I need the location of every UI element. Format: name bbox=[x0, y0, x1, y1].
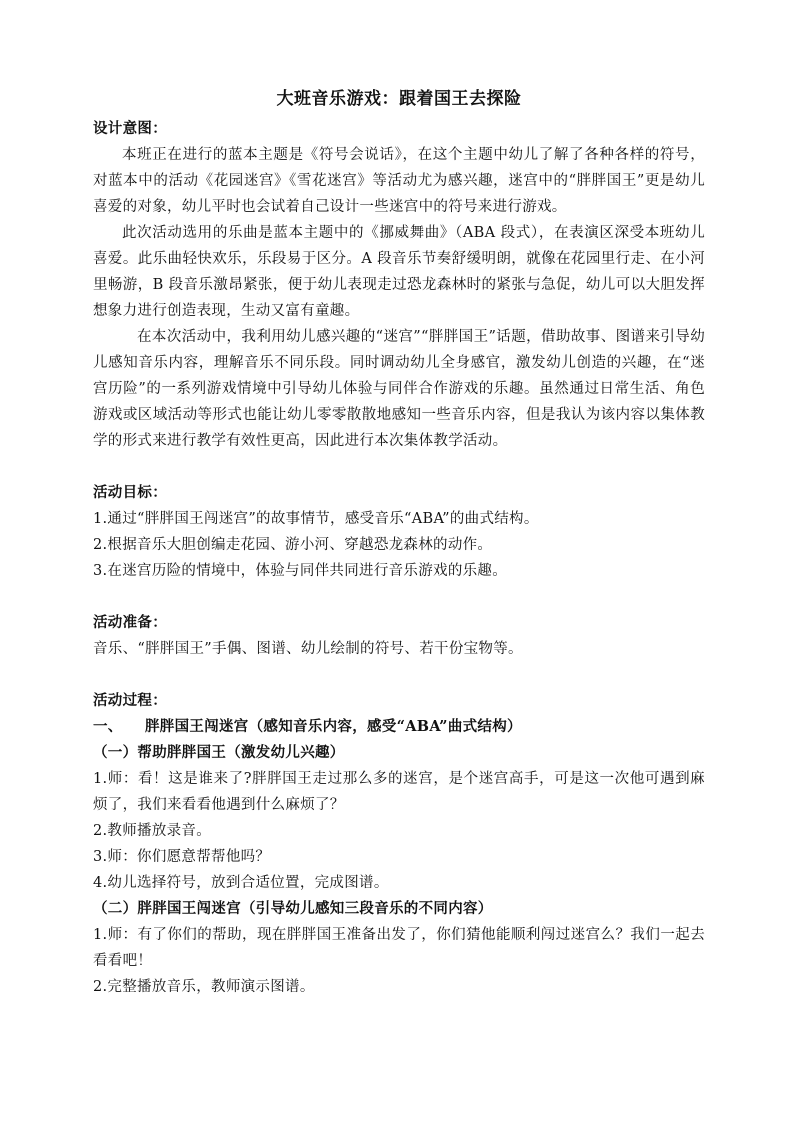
section-1-heading bbox=[93, 714, 705, 740]
spacer bbox=[93, 662, 705, 688]
goals-heading: 活动目标： bbox=[93, 484, 167, 501]
part-1-item-2: 2.教师播放录音。 bbox=[93, 823, 212, 839]
design-intent-paragraph-2: 此次活动选用的乐曲是蓝本主题中的《挪威舞曲》（ABA 段式），在表演区深受本班幼儿喜爱。此乐曲轻快欢乐，乐段易于区分。A 段音乐节奏舒缓明朗，就像在花园里行走、在小河里畅游，B 段音乐激昂紧张，便于幼儿表现走过恐龙森林时的紧张与急促，幼儿可以大胆发挥想象力进行创造表现，生动又富有童趣。 bbox=[93, 225, 705, 319]
section-1-number: 一、 bbox=[93, 718, 123, 735]
page-title: 大班音乐游戏：跟着国王去探险 bbox=[276, 89, 522, 109]
design-intent-heading: 设计意图： bbox=[93, 120, 167, 137]
document-content bbox=[93, 84, 705, 1000]
design-intent-paragraph-3: 在本次活动中，我利用幼儿感兴趣的“迷宫”“胖胖国王”话题，借助故事、图谱来引导幼儿感知音乐内容，理解音乐不同乐段。同时调动幼儿全身感官，激发幼儿创造的兴趣，在“迷宫历险”的一系列游戏情境中引导幼儿体验与同伴合作游戏的乐趣。虽然通过日常生活、角色游戏或区域活动等形式也能让幼儿零零散散地感知一些音乐内容，但是我认为该内容以集体教学的形式来进行教学有效性更高，因此进行本次集体教学活动。 bbox=[93, 329, 705, 449]
design-intent-paragraph-1: 本班正在进行的蓝本主题是《符号会说话》，在这个主题中幼儿了解了各种各样的符号，对蓝本中的活动《花园迷宫》《雪花迷宫》等活动尤为感兴趣，迷宫中的“胖胖国王”更是幼儿喜爱的对象，幼儿平时也会试着自己设计一些迷宫中的符号来进行游戏。 bbox=[93, 147, 705, 215]
part-2-item-1: 1.师：有了你们的帮助，现在胖胖国王准备出发了，你们猜他能顺利闯过迷宫么？我们一起去看看吧！ bbox=[93, 927, 705, 969]
spacer bbox=[93, 584, 705, 610]
goal-item-2: 2.根据音乐大胆创编走花园、游小河、穿越恐龙森林的动作。 bbox=[93, 537, 493, 553]
preparation-heading: 活动准备： bbox=[93, 614, 167, 631]
part-1-item-3: 3.师：你们愿意帮帮他吗？ bbox=[93, 849, 271, 865]
part-2-item-2: 2.完整播放音乐，教师演示图谱。 bbox=[93, 979, 315, 995]
part-1-heading: （一）帮助胖胖国王（激发幼儿兴趣） bbox=[93, 744, 345, 761]
goal-item-3: 3.在迷宫历险的情境中，体验与同伴共同进行音乐游戏的乐趣。 bbox=[93, 563, 508, 579]
goal-item-1: 1.通过“胖胖国王闯迷宫”的故事情节，感受音乐“ABA”的曲式结构。 bbox=[93, 511, 539, 527]
part-1-item-4: 4.幼儿选择符号，放到合适位置，完成图谱。 bbox=[93, 875, 389, 891]
process-heading: 活动过程： bbox=[93, 692, 167, 709]
part-1-item-1: 1.师：看！这是谁来了?胖胖国王走过那么多的迷宫，是个迷宫高手，可是这一次他可遇到麻烦了，我们来看看他遇到什么麻烦了？ bbox=[93, 771, 705, 813]
part-2-heading: （二）胖胖国王闯迷宫（引导幼儿感知三段音乐的不同内容） bbox=[93, 900, 493, 917]
section-1-title: 胖胖国王闯迷宫（感知音乐内容，感受“ABA”曲式结构） bbox=[145, 718, 522, 735]
spacer bbox=[93, 454, 705, 480]
preparation-text: 音乐、“胖胖国王”手偶、图谱、幼儿绘制的符号、若干份宝物等。 bbox=[93, 641, 523, 657]
